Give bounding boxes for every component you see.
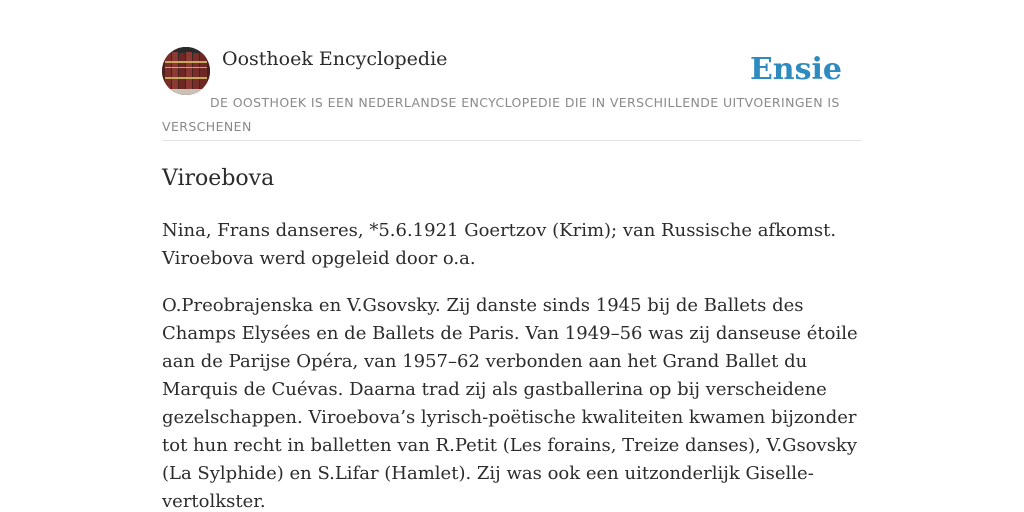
- brand-logo[interactable]: Ensie: [749, 52, 842, 87]
- article: [162, 163, 867, 512]
- article-paragraph: O.Preobrajenska en V.Gsovsky. Zij danste sinds 1945 bij de Ballets des Champs Elysées en de Ballets de Paris. Van 1949–56 was zij danseuse étoile aan de Parijse Opéra, van 1957–62 verbonden aan het Grand Ballet du Marquis de Cuévas. Daarna trad zij als gastballerina op bij verscheidene gezelschappen. Viroebova’s lyrisch-poëtische kwaliteiten kwamen bijzonder tot hun recht in balletten van R.Petit (Les forains, Treize danses), V.Gsovsky (La Sylphide) en S.Lifar (Hamlet). Zij was ook een uitzonderlijk Giselle-vertolkster.: [162, 295, 858, 512]
- article-title: Viroebova: [162, 166, 275, 191]
- site-tagline: DE OOSTHOEK IS EEN NEDERLANDSE ENCYCLOPEDIE DIE IN VERSCHILLENDE UITVOERINGEN IS VERSCHENEN: [162, 95, 840, 134]
- encyclopedia-books-icon[interactable]: [162, 47, 210, 95]
- site-header: [162, 46, 862, 141]
- site-title[interactable]: Oosthoek Encyclopedie: [222, 48, 448, 70]
- article-paragraph: Nina, Frans danseres, *5.6.1921 Goertzov (Krim); van Russische afkomst. Viroebova werd opgeleid door o.a.: [162, 220, 837, 269]
